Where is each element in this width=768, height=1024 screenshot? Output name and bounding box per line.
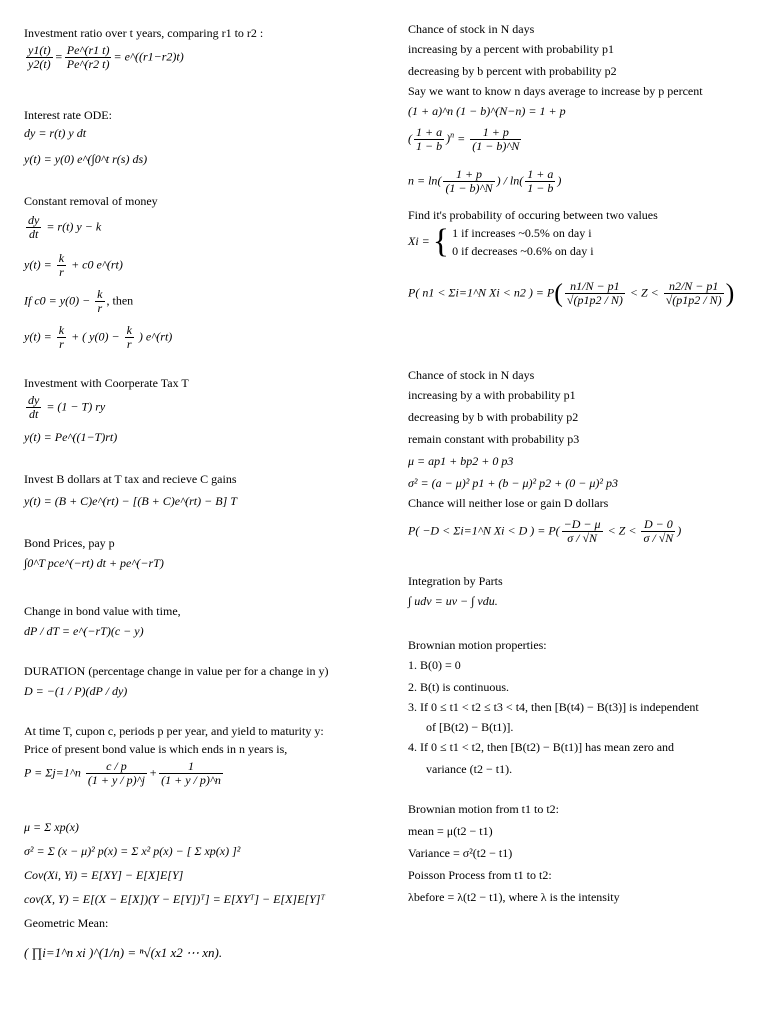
investment-ratio-equation: $\frac{y1(t)}{y2(t)}$ = $\frac{Pe\^{}(r1 t)}{Pe\^{}(r2 t)}$ = e^((r1−r2)t) — [28, 43, 184, 71]
chance1-eq1: (1 + a)^n (1 − b)^(N−n) = 1 + p — [408, 104, 566, 118]
chance1-line1: Chance of stock in N days — [408, 22, 535, 36]
brownian-prop-4b: variance (t2 − t1). — [426, 762, 513, 776]
bond-value-title-1: At time T, cupon c, periods p per year, and yield to maturity y: — [24, 724, 324, 738]
covariance-formula-1: Cov(Xi, Yi) = E[XY] − E[X]E[Y] — [24, 868, 184, 882]
brownian-range-mean: mean = μ(t2 − t1) — [408, 824, 493, 838]
chance2-line5: Chance will neither lose or gain D dollars — [408, 496, 609, 510]
between-probability: P( n1 < Σi=1^N Xi < n2 ) = P( $\frac{n1/N - p1}{√(p1p2 / N)}$ < Z < $\frac{n2/N - p1}{√(p1p2 / N)}$ ) — [408, 278, 735, 308]
variance-formula: σ² = Σ (x − μ)² p(x) = Σ x² p(x) − [ Σ xp(x) ]² — [24, 844, 241, 858]
poisson-title: Poisson Process from t1 to t2: — [408, 868, 552, 882]
brownian-prop-4a: 4. If 0 ≤ t1 < t2, then [B(t2) − B(t1)] has mean zero and — [408, 740, 675, 754]
chance2-line1: Chance of stock in N days — [408, 368, 535, 382]
brownian-prop-1: 1. B(0) = 0 — [408, 658, 461, 672]
chance1-line4: Say we want to know n days average to increase by p percent — [408, 84, 703, 98]
geometric-mean-formula: ( ∏i=1^n xi )^(1/n) = ⁿ√(x1 x2 ⋯ xn). — [24, 945, 223, 960]
constant-removal-eq1: $\frac{dy}{dt}$ = r(t) y − k — [28, 213, 102, 241]
corporate-tax-eq2: y(t) = Pe^((1−T)rt) — [24, 430, 118, 444]
bond-prices-equation: ∫0^T pce^(−rt) dt + pe^(−rT) — [24, 556, 164, 570]
duration-title: DURATION (percentage change in value per for a change in y) — [24, 664, 329, 678]
bond-value-equation: P = Σj=1^n $\frac{c / p}{(1 + y / p)\^{}j}$ + $\frac{1}{(1 + y / p)\^{}n}$ — [24, 759, 221, 787]
chance2-probability: P( −D < Σi=1^N Xi < D ) = P( $\frac{-D - \mu}{\sigma / √N}$ < Z < $\frac{D - 0}{\sigma / √N}$ ) — [408, 517, 682, 545]
duration-equation: D = −(1 / P)(dP / dy) — [24, 684, 128, 698]
corporate-tax-eq1: $\frac{dy}{dt}$ = (1 − T) ry — [28, 393, 106, 421]
brownian-title: Brownian motion properties: — [408, 638, 547, 652]
chance1-eq3: n = ln( $\frac{1 + p}{(1 - b)\^{}N}$ ) / ln( $\frac{1 + a}{1 - b}$ ) — [408, 167, 562, 195]
bond-change-title: Change in bond value with time, — [24, 604, 181, 618]
constant-removal-title: Constant removal of money — [24, 194, 158, 208]
brownian-range-title: Brownian motion from t1 to t2: — [408, 802, 559, 816]
constant-removal-eq3: y(t) = $\frac{k}{r}$ + ( y(0) − $\frac{k}{r}$ ) e^(rt) — [24, 323, 173, 351]
interest-ode-eq2: y(t) = y(0) e^(∫0^t r(s) ds) — [24, 152, 148, 166]
interest-ode-eq1: dy = r(t) y dt — [24, 126, 87, 140]
integration-parts-title: Integration by Parts — [408, 574, 503, 588]
brownian-range-variance: Variance = σ²(t2 − t1) — [408, 846, 513, 860]
invest-b-equation: y(t) = (B + C)e^(rt) − [(B + C)e^(rt) − B] T — [24, 494, 237, 508]
chance2-line2: increasing by a with probability p1 — [408, 388, 576, 402]
corporate-tax-title: Investment with Coorperate Tax T — [24, 376, 189, 390]
covariance-formula-2: cov(X, Y) = E[(X − E[X])(Y − E[Y])ᵀ] = E[XYᵀ] − E[X]E[Y]ᵀ — [24, 892, 326, 906]
between-indicator: Xi = { 1 if increases ~0.5% on day i 0 if decreases ~0.6% on day i — [408, 223, 594, 260]
bond-value-title-2: Price of present bond value is which ends in n years is, — [24, 742, 288, 756]
chance2-line4: remain constant with probability p3 — [408, 432, 580, 446]
chance2-mean: μ = ap1 + bp2 + 0 p3 — [408, 454, 514, 468]
interest-ode-title: Interest rate ODE: — [24, 108, 112, 122]
chance2-variance: σ² = (a − μ)² p1 + (b − μ)² p2 + (0 − μ)² p3 — [408, 476, 618, 490]
brownian-prop-3a: 3. If 0 ≤ t1 < t2 ≤ t3 < t4, then [B(t4) − B(t3)] is independent — [408, 700, 699, 714]
mean-formula: μ = Σ xp(x) — [24, 820, 79, 834]
constant-removal-eq2: y(t) = $\frac{k}{r}$ + c0 e^(rt) — [24, 251, 123, 279]
between-title: Find it's probability of occuring between two values — [408, 208, 658, 222]
investment-ratio-title: Investment ratio over t years, comparing r1 to r2 : — [24, 26, 264, 40]
integration-parts-equation: ∫ udv = uv − ∫ vdu. — [408, 594, 498, 608]
geometric-mean-title: Geometric Mean: — [24, 916, 109, 930]
poisson-lambda: λbefore = λ(t2 − t1), where λ is the intensity — [408, 890, 620, 904]
chance1-line3: decreasing by b percent with probability p2 — [408, 64, 617, 78]
bond-prices-title: Bond Prices, pay p — [24, 536, 115, 550]
brownian-prop-3b: of [B(t2) − B(t1)]. — [426, 720, 514, 734]
invest-b-title: Invest B dollars at T tax and recieve C gains — [24, 472, 237, 486]
chance1-eq2: ( $\frac{1 + a}{1 - b}$ )$^n$ = $\frac{1 + p}{(1 - b)\^{}N}$ — [408, 125, 520, 153]
chance2-line3: decreasing by b with probability p2 — [408, 410, 579, 424]
brownian-prop-2: 2. B(t) is continuous. — [408, 680, 509, 694]
chance1-line2: increasing by a percent with probability p1 — [408, 42, 614, 56]
bond-change-equation: dP / dT = e^(−rT)(c − y) — [24, 624, 144, 638]
constant-removal-condition: If c0 = y(0) − $\frac{k}{r}$ , then — [24, 287, 134, 315]
